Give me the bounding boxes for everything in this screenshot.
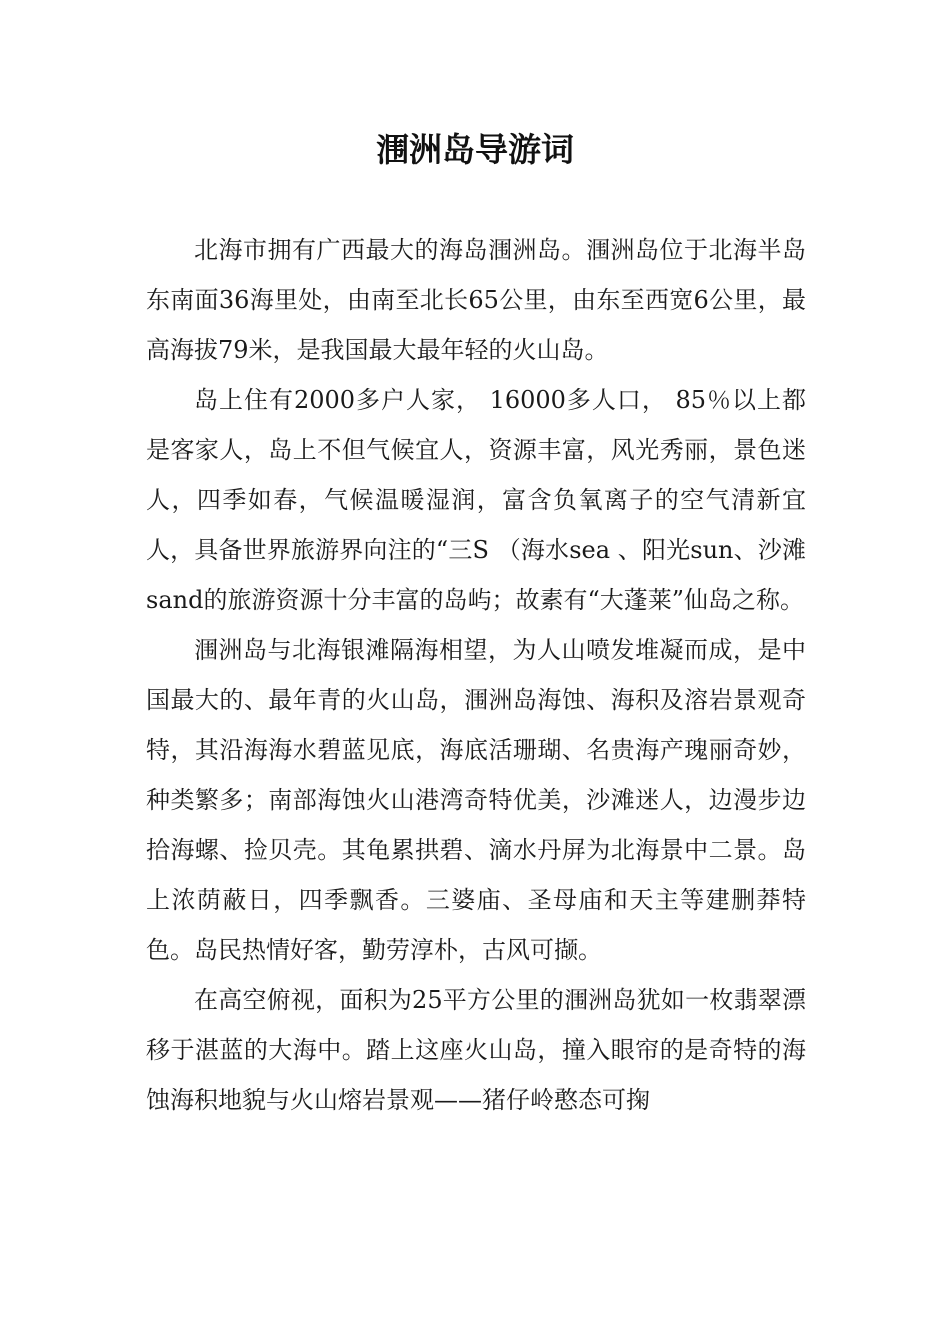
- document-body: [146, 225, 806, 1125]
- paragraph-1: 北海市拥有广西最大的海岛涠洲岛。涠洲岛位于北海半岛东南面36海里处，由南至北长65公里，由东至西宽6公里，最高海拔79米，是我国最大最年轻的火山岛。: [146, 236, 806, 364]
- paragraph-2: 岛上住有2000多户人家， 16000多人口， 85％以上都是客家人，岛上不但气候宜人，资源丰富，风光秀丽，景色迷人，四季如春，气候温暖湿润，富含负氧离子的空气清新宜人，具备世界旅游界向注的“三S （海水sea 、阳光sun、沙滩sand的旅游资源十分丰富的岛屿；故素有“大蓬莱”仙岛之称。: [146, 386, 806, 614]
- page-title: 涠洲岛导游词: [376, 130, 574, 169]
- paragraph-3: 涠洲岛与北海银滩隔海相望，为人山喷发堆凝而成，是中国最大的、最年青的火山岛，涠洲岛海蚀、海积及溶岩景观奇特，其沿海海水碧蓝见底，海底活珊瑚、名贵海产瑰丽奇妙，种类繁多；南部海蚀火山港湾奇特优美，沙滩迷人，边漫步边拾海螺、捡贝壳。其龟累拱碧、滴水丹屏为北海景中二景。岛上浓荫蔽日，四季飘香。三婆庙、圣母庙和天主等建删莽特色。岛民热情好客，勤劳淳朴，古风可撷。: [146, 636, 806, 964]
- paragraph-4: 在高空俯视，面积为25平方公里的涠洲岛犹如一枚翡翠漂移于湛蓝的大海中。踏上这座火山岛，撞入眼帘的是奇特的海蚀海积地貌与火山熔岩景观——猪仔岭憨态可掬: [146, 986, 806, 1114]
